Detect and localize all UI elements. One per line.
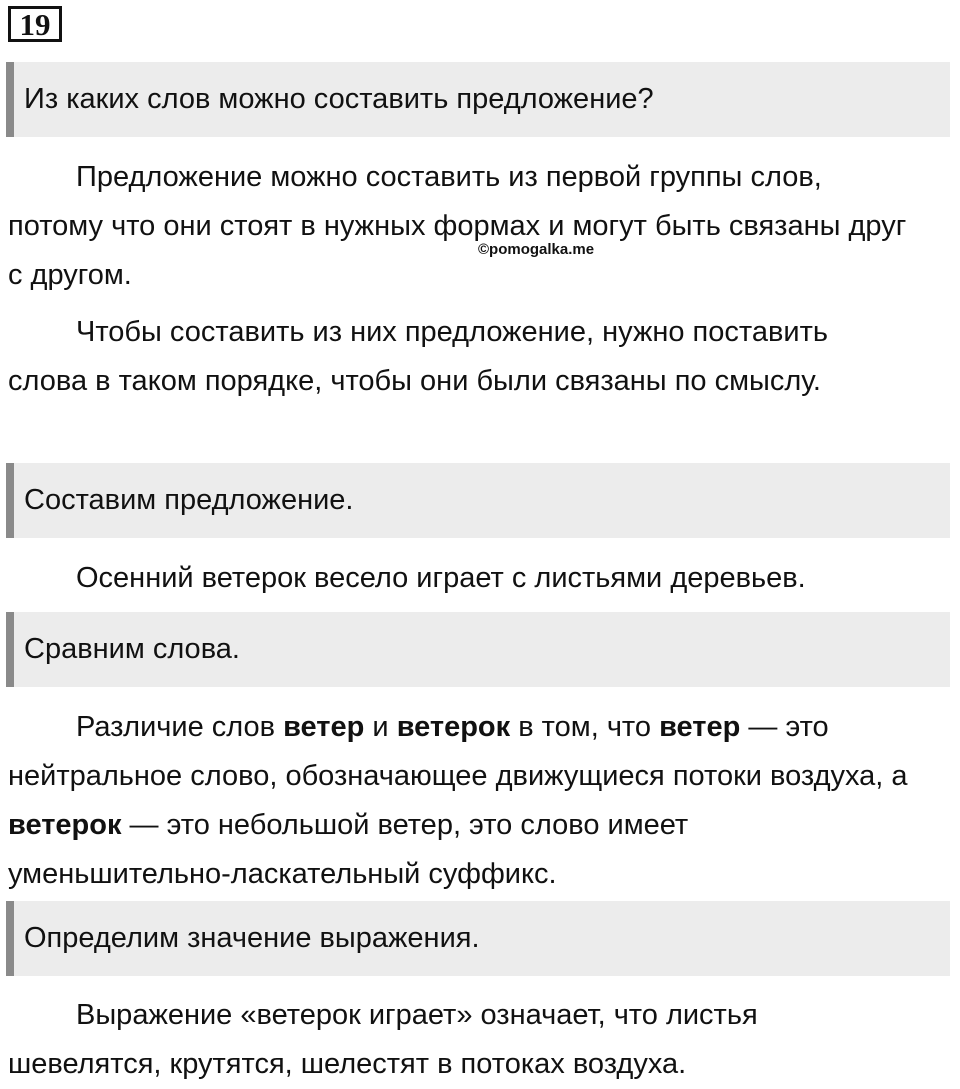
section-heading-question: Из каких слов можно составить предложение? [6, 62, 950, 137]
section-heading-compose: Составим предложение. [6, 463, 950, 538]
comparison-paragraph [8, 703, 908, 899]
text-run: Различие слов [76, 711, 284, 743]
text-run: — это небольшой ветер, это слово имеет уменьшительно-ласкательный суффикс. [8, 809, 689, 890]
text-run: и [364, 711, 397, 743]
task-number: 19 [8, 6, 62, 42]
section-heading-compare: Сравним слова. [6, 612, 950, 687]
meaning-paragraph: Выражение «ветерок играет» означает, что листья шевелятся, крутятся, шелестят в потоках воздуха. [8, 999, 758, 1080]
bold-term: ветер [659, 711, 741, 743]
bold-term: ветерок [8, 809, 122, 841]
composed-sentence: Осенний ветерок весело играет с листьями деревьев. [76, 562, 806, 594]
bold-term: ветер [283, 711, 365, 743]
answer-paragraph: Предложение можно составить из первой группы слов, потому что они стоят в нужных формах и могут быть связаны друг с другом. [8, 161, 907, 291]
bold-term: ветерок [396, 711, 511, 743]
section-heading-meaning: Определим значение выражения. [6, 901, 950, 976]
explanation-paragraph: Чтобы составить из них предложение, нужно поставить слова в таком порядке, чтобы они были связаны по смыслу. [8, 316, 828, 397]
watermark: ©pomogalka.me [478, 241, 595, 258]
text-run: — это нейтральное слово, обозначающее движущиеся потоки воздуха, а [8, 711, 908, 792]
text-run: в том, что [510, 711, 660, 743]
